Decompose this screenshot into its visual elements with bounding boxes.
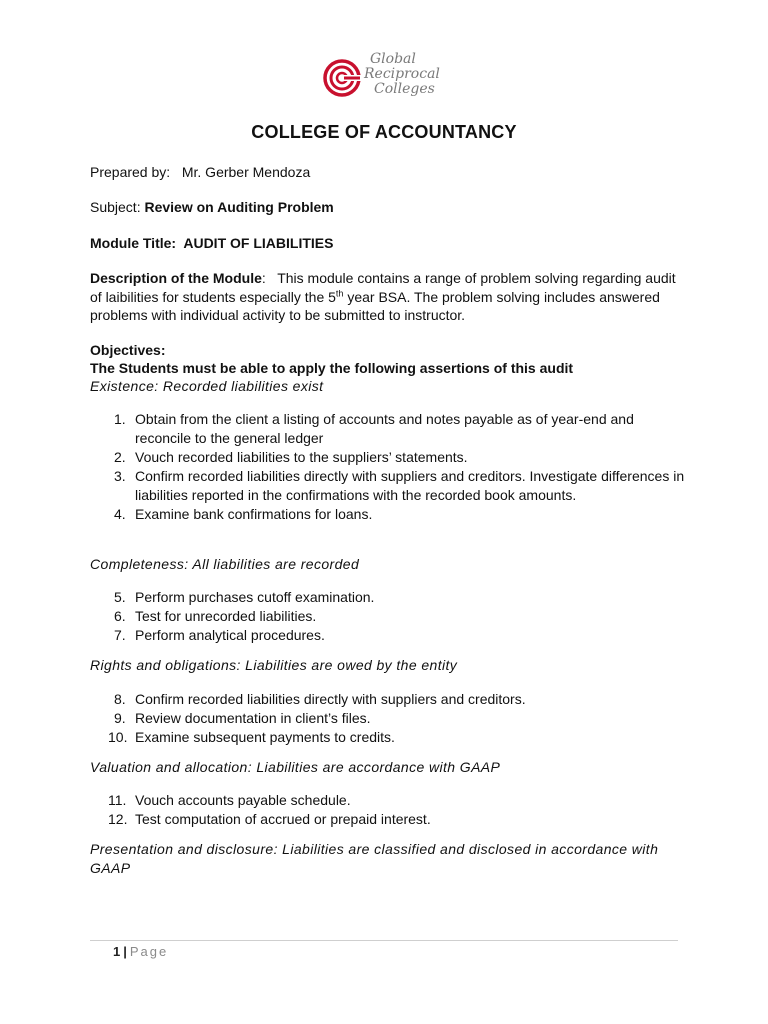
list-item: 7. Perform analytical procedures. <box>114 627 325 643</box>
wordmark-line-1: Global <box>370 51 416 67</box>
college-wordmark <box>364 52 454 97</box>
completeness-procedures-list <box>90 588 690 645</box>
page-number: 1 <box>113 944 121 959</box>
list-item: 2. Vouch recorded liabilities to the suppliers’ statements. <box>114 449 468 465</box>
list-item: 8. Confirm recorded liabilities directly with suppliers and creditors. <box>114 691 526 707</box>
section-heading-completeness: Completeness: All liabilities are recorded <box>90 556 360 572</box>
objectives-statement: The Students must be able to apply the following assertions of this audit <box>90 360 574 376</box>
subject-line <box>90 198 334 217</box>
valuation-procedures-list <box>90 791 690 829</box>
module-title-line <box>90 234 333 253</box>
list-item: 3. Confirm recorded liabilities directly with suppliers and creditors. Investigate differences in liabilities reported in the confirmations with the recorded book amounts. <box>114 468 685 503</box>
description-text-b: year BSA. The problem solving includes answered problems with individual activity to be submitted to instructor. <box>90 288 660 323</box>
footer-separator: | <box>123 944 127 959</box>
list-item: 5. Perform purchases cutoff examination. <box>114 589 375 605</box>
list-item: 4. Examine bank confirmations for loans. <box>114 506 373 522</box>
footer-divider <box>90 940 678 941</box>
wordmark-line-2: Reciprocal <box>364 66 440 82</box>
section-heading-rights: Rights and obligations: Liabilities are owed by the entity <box>90 657 458 673</box>
module-title-label: Module Title: <box>90 235 177 251</box>
module-title-value: AUDIT OF LIABILITIES <box>183 235 334 251</box>
objectives-label: Objectives: <box>90 342 166 358</box>
description-text-a: This module contains a range of problem solving regarding audit of laibilities for students especially the 5 <box>90 270 676 305</box>
section-heading-existence: Existence: Recorded liabilities exist <box>90 378 324 394</box>
prepared-by-value: Mr. Gerber Mendoza <box>181 164 311 180</box>
college-emblem-icon <box>322 58 362 98</box>
list-item: 12. Test computation of accrued or prepaid interest. <box>108 811 431 827</box>
college-logo <box>322 52 452 104</box>
subject-value: Review on Auditing Problem <box>144 199 334 215</box>
description-superscript: th <box>335 287 344 298</box>
wordmark-line-3: Colleges <box>374 81 435 97</box>
prepared-by-label: Prepared by: <box>90 164 171 180</box>
subject-label: Subject: <box>90 199 141 215</box>
prepared-by-line <box>90 163 310 182</box>
description-label: Description of the Module <box>90 270 262 286</box>
page-title: COLLEGE OF ACCOUNTANCY <box>251 122 517 142</box>
list-item: 9. Review documentation in client’s files. <box>114 710 371 726</box>
section-heading-valuation: Valuation and allocation: Liabilities are accordance with GAAP <box>90 759 501 775</box>
section-heading-presentation: Presentation and disclosure: Liabilities are classified and disclosed in accordance with GAAP <box>90 841 659 876</box>
list-item: 6. Test for unrecorded liabilities. <box>114 608 317 624</box>
list-item: 11. Vouch accounts payable schedule. <box>108 792 351 808</box>
list-item: 10. Examine subsequent payments to credits. <box>108 729 395 745</box>
page-footer <box>113 944 168 959</box>
list-item: 1. Obtain from the client a listing of accounts and notes payable as of year-end and reconcile to the general ledger <box>114 411 634 446</box>
page-word: Page <box>129 944 169 959</box>
rights-procedures-list <box>90 690 690 747</box>
module-description: Description of the Module: This module contains a range of problem solving regarding audit of laibilities for students especially the 5th year BSA. The problem solving includes answered problems with individual activity to be submitted to instructor. <box>90 270 676 323</box>
existence-procedures-list <box>90 410 690 524</box>
